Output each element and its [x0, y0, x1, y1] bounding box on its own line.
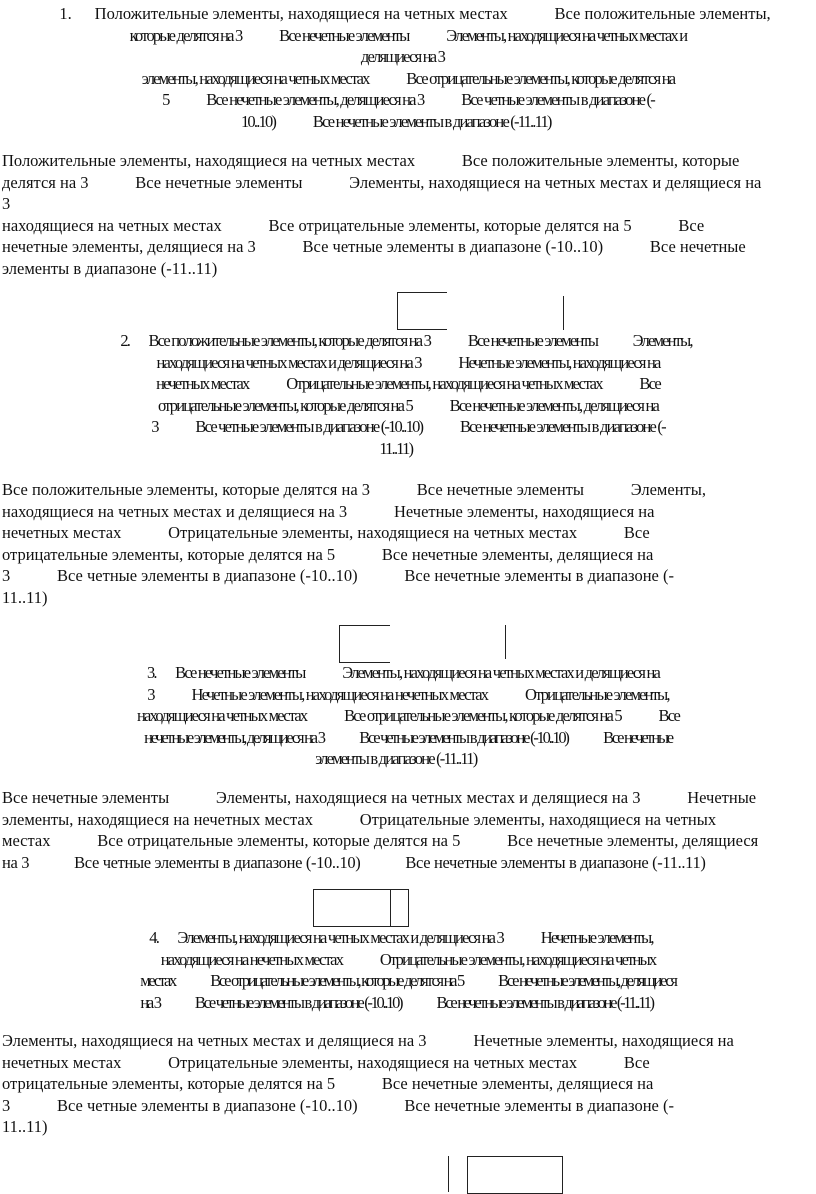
question-3 [0, 662, 816, 770]
question-number: 2. [120, 331, 130, 350]
answer-1-line: 3 [2, 194, 11, 213]
question-2-line: 3 Все четные элементы в диапазоне (-10..10) Все нечетные элементы в диапазоне (- [186, 417, 630, 436]
answer-3-line: на 3 Все четные элементы в диапазоне (-10..10) Все нечетные элементы в диапазоне (-11..11) [2, 852, 624, 872]
answer-4-line: Элементы, находящиеся на четных местах и делящиеся на 3 Нечетные элементы, находящиеся на [2, 1031, 692, 1050]
question-1-line: 10..10) Все нечетные элементы в диапазоне (-11..11) [270, 111, 546, 131]
question-2-line: 11..11) [391, 438, 425, 458]
answer-2 [2, 479, 706, 608]
answer-4-line: 3 Все четные элементы в диапазоне (-10..10) Все нечетные элементы в диапазоне (- [2, 1095, 589, 1115]
question-number: 3. [146, 663, 156, 682]
answer-2-line: отрицательные элементы, которые делятся на 5 Все нечетные элементы, делящиеся на [2, 544, 611, 564]
question-1-line: которые делятся на 3 Все нечетные элементы Элементы, находящиеся на четных местах и [165, 25, 651, 45]
question-4-line [0, 927, 816, 949]
answer-4-line: отрицательные элементы, которые делятся на 5 Все нечетные элементы, делящиеся на [2, 1074, 611, 1093]
question-2 [0, 330, 816, 459]
question-1-line: элементы, находящиеся на четных местах Все отрицательные элементы, которые делятся на [159, 68, 657, 88]
answer-2-line: Все положительные элементы, которые делятся на 3 Все нечетные элементы Элементы, [2, 480, 621, 499]
question-1-line: 5 Все нечетные элементы, делящиеся на 3 Все четные элементы в диапазоне (- [197, 90, 619, 109]
answer-4-line: нечетных местах Отрицательные элементы, находящиеся на четных местах Все [2, 1052, 565, 1072]
question-1-line [14, 3, 816, 25]
question-3-line: нечетные элементы, делящиеся на 3 Все четные элементы в диапазоне (-10..10) Все нечетные [177, 727, 639, 747]
answer-3 [2, 787, 758, 873]
answer-4-line: 11..11) [2, 1117, 48, 1136]
question-3-line: 3 Нечетные элементы, находящиеся на нечетных местах Отрицательные элементы, [182, 684, 634, 704]
question-1-line: делящиеся на 3 [366, 47, 450, 66]
answer-1-line: Положительные элементы, находящиеся на четных местах Все положительные элементы, которые [2, 151, 697, 170]
answer-1 [2, 150, 761, 279]
question-4-line: местах Все отрицательные элементы, которые делятся на 5 Все нечетные элементы, делящиеся [173, 971, 643, 990]
divider-line [505, 625, 506, 659]
question-3-line: находящиеся на четных местах Все отрицательные элементы, которые делятся на 5 Все [172, 706, 644, 725]
divider-line [390, 889, 391, 926]
answer-2-line: 3 Все четные элементы в диапазоне (-10..10) Все нечетные элементы в диапазоне (- [2, 566, 589, 585]
question-number: 4. [149, 928, 159, 947]
answer-2-line: находящиеся на четных местах и делящиеся на 3 Нечетные элементы, находящиеся на [2, 501, 612, 521]
question-text: Все нечетные элементы Элементы, находящиеся на четных местах и делящиеся на [184, 663, 636, 682]
answer-1-line: находящиеся на четных местах Все отрицательные элементы, которые делятся на 5 Все [2, 215, 619, 235]
answer-3-line: местах Все отрицательные элементы, которые делятся на 5 Все нечетные элементы, делящиеся [2, 831, 673, 850]
answer-box [397, 292, 447, 330]
question-text: Положительные элементы, находящиеся на четных местах Все положительные элементы, [105, 4, 743, 23]
question-3-line [0, 662, 816, 684]
answer-3-line: Все нечетные элементы Элементы, находящиеся на четных местах и делящиеся на 3 Нечетные [2, 788, 671, 807]
question-4-line: на 3 Все четные элементы в диапазоне (-10..10) Все нечетные элементы в диапазоне (-11..11) [185, 992, 631, 1012]
question-2-line [0, 330, 816, 352]
divider-line [563, 296, 564, 330]
question-number: 1. [59, 4, 72, 23]
answer-box [467, 1156, 563, 1194]
question-3-line: элементы в диапазоне (-11..11) [327, 749, 489, 768]
question-4 [0, 927, 816, 1013]
question-2-line: отрицательные элементы, которые делятся на 5 Все нечетные элементы, делящиеся на [175, 395, 641, 415]
question-text: Элементы, находящиеся на четных местах и делящиеся на 3 Нечетные элементы, [187, 928, 630, 947]
answer-2-line: нечетных местах Отрицательные элементы, находящиеся на четных местах Все [2, 523, 565, 542]
answer-3-line: элементы, находящиеся на нечетных местах Отрицательные элементы, находящиеся на четных [2, 809, 674, 829]
answer-box [313, 889, 409, 927]
question-4-line: находящиеся на нечетных местах Отрицательные элементы, находящиеся на четных [178, 949, 638, 969]
question-2-line: находящиеся на четных местах и делящиеся на 3 Нечетные элементы, находящиеся на [174, 352, 642, 372]
question-1 [0, 3, 816, 132]
question-text: Все положительные элементы, которые делятся на 3 Все нечетные элементы Элементы, [174, 331, 652, 350]
answer-1-line: делятся на 3 Все нечетные элементы Элементы, находящиеся на четных местах и делящиеся на [2, 172, 677, 192]
answer-1-line: нечетные элементы, делящиеся на 3 Все четные элементы в диапазоне (-10..10) Все нечетные [2, 237, 661, 256]
divider-line [448, 1156, 449, 1192]
question-2-line: нечетных местах Отрицательные элементы, находящиеся на четных местах Все [191, 374, 625, 393]
answer-2-line: 11..11) [2, 587, 48, 607]
answer-4 [2, 1030, 734, 1138]
answer-1-line: элементы в диапазоне (-11..11) [2, 258, 218, 278]
answer-box [339, 625, 390, 663]
